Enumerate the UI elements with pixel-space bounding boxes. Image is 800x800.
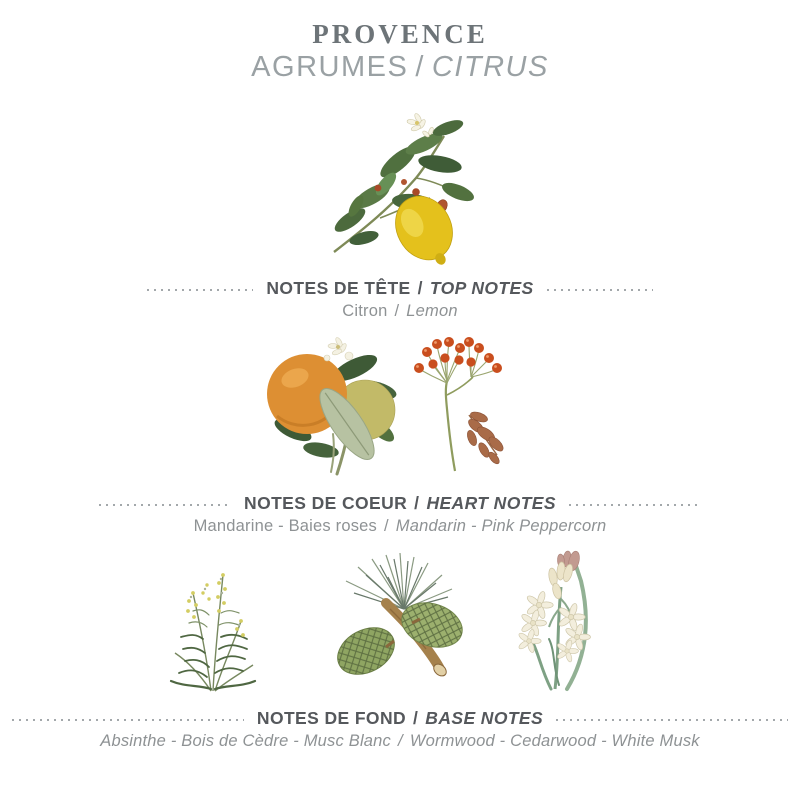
heart-notes-french: Mandarine - Baies roses <box>193 517 377 535</box>
base-label-separator: / <box>413 708 419 728</box>
section-top-header <box>0 278 800 299</box>
top-notes-english: Lemon <box>406 302 458 320</box>
dotted-leader-left <box>99 504 231 506</box>
top-notes-french: Citron <box>342 302 388 320</box>
section-heart-header <box>0 493 800 514</box>
subtitle-separator: / <box>415 51 425 83</box>
dotted-leader-left <box>147 289 253 291</box>
top-label-french: NOTES DE TÊTE <box>266 278 411 298</box>
dotted-leader-left <box>12 719 244 721</box>
heart-label-separator: / <box>414 493 420 513</box>
subtitle-english: CITRUS <box>431 51 549 83</box>
orange-branch-image <box>263 332 403 482</box>
subtitle-french: AGRUMES <box>251 51 409 83</box>
dotted-leader-right <box>547 289 653 291</box>
dotted-leader-right <box>569 504 701 506</box>
top-notes-line <box>0 302 800 321</box>
base-notes-separator: / <box>398 732 403 750</box>
base-label-french: NOTES DE FOND <box>256 708 407 728</box>
top-label-separator: / <box>417 278 423 298</box>
top-notes-separator: / <box>394 302 400 320</box>
heart-notes-english: Mandarin - Pink Peppercorn <box>395 517 607 535</box>
heart-label-english: HEART NOTES <box>426 493 556 513</box>
lemon-branch-image <box>320 98 480 271</box>
base-label-english: BASE NOTES <box>425 708 544 728</box>
tuberose-image <box>509 547 609 697</box>
heart-label-french: NOTES DE COEUR <box>244 493 408 513</box>
top-label-english: TOP NOTES <box>429 278 534 298</box>
dotted-leader-right <box>556 719 788 721</box>
pink-peppercorn-image <box>405 333 510 478</box>
page-title: PROVENCE <box>312 19 488 49</box>
cedar-cones-image <box>328 553 468 693</box>
wormwood-image <box>163 549 263 699</box>
section-base-header <box>0 708 800 729</box>
page-subtitle <box>0 51 800 84</box>
heart-notes-separator: / <box>384 517 389 535</box>
heart-notes-line <box>0 517 800 536</box>
base-notes-english: Wormwood - Cedarwood - White Musk <box>409 732 700 750</box>
base-notes-line <box>0 732 800 751</box>
base-notes-french: Absinthe - Bois de Cèdre - Musc Blanc <box>100 732 392 750</box>
